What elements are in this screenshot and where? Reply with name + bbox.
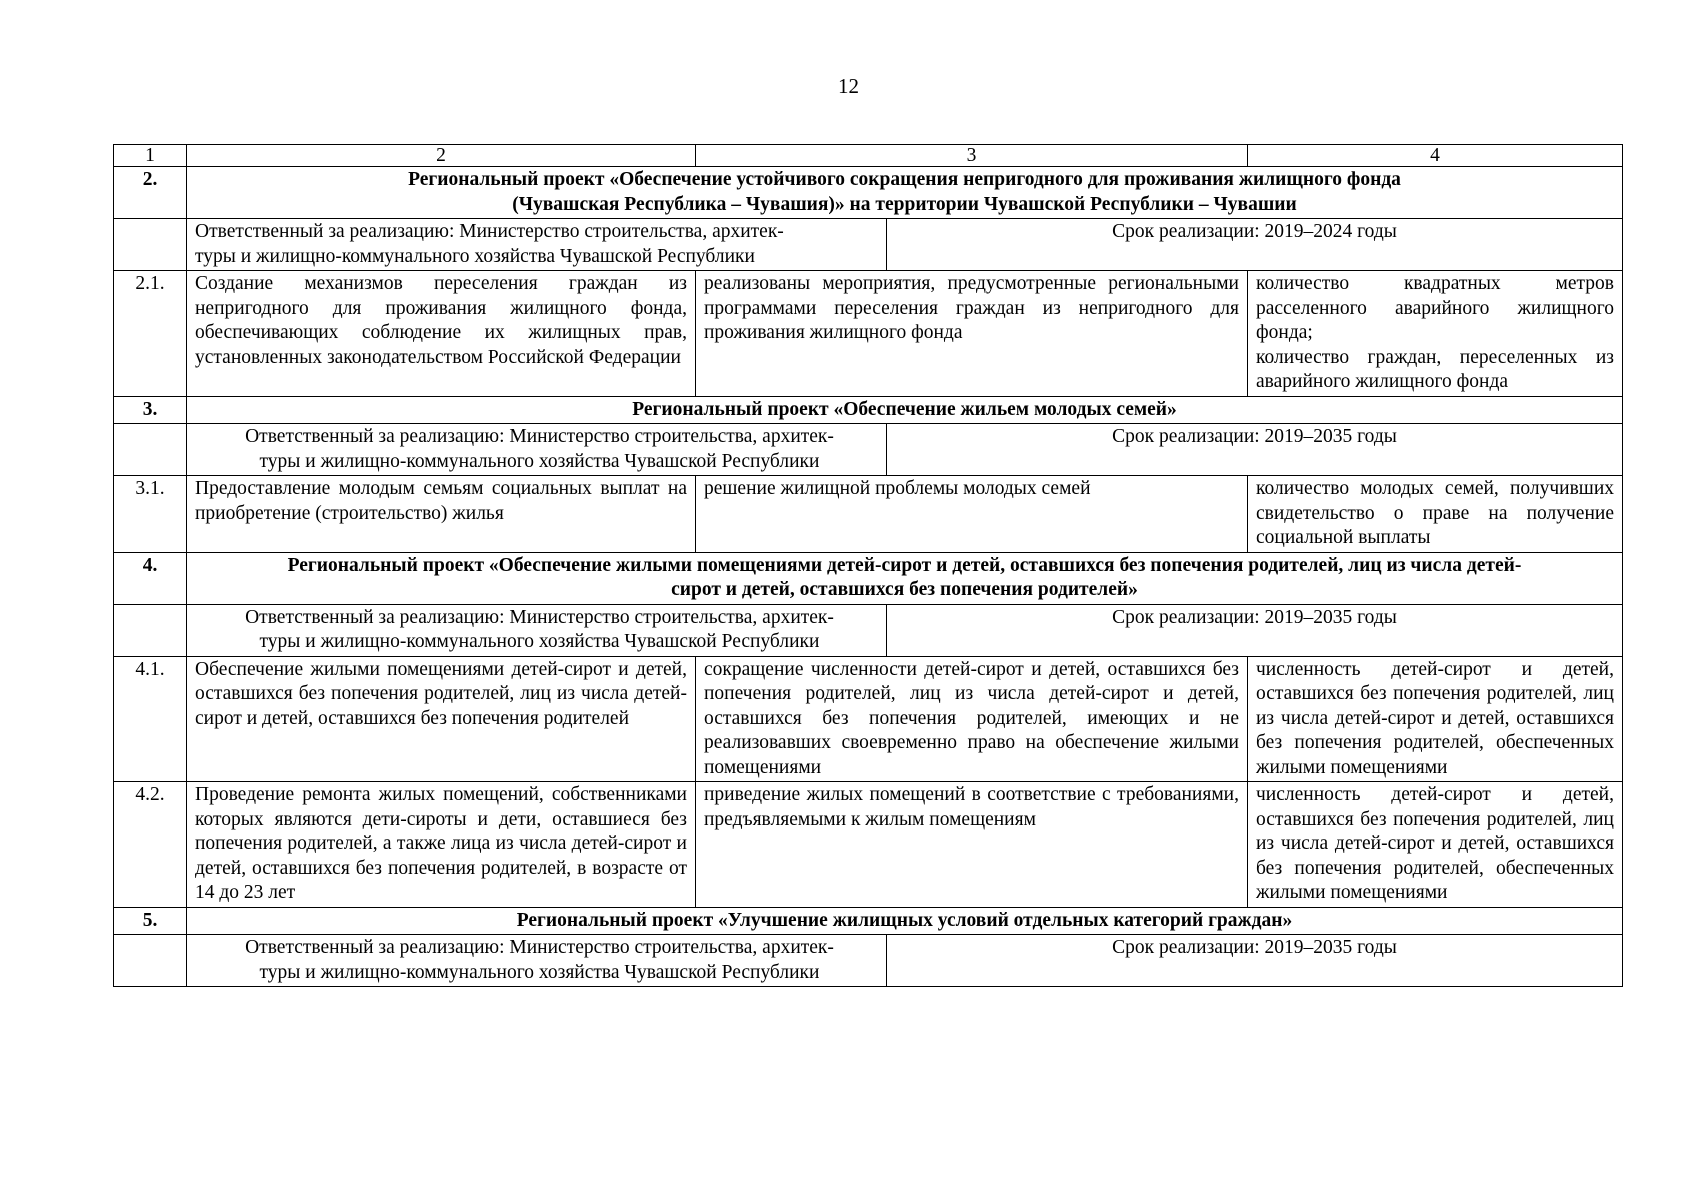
measure-cell: Обеспечение жилыми помещениями детей-сирот и детей, оставшихся без попечения родителей, лиц из числа детей-сирот и детей, оставшихся без попечения родителей [187, 656, 696, 782]
header-col-3: 3 [696, 145, 1248, 167]
section-row [114, 167, 1623, 219]
result-cell: сокращение численности детей-сирот и детей, оставшихся без попечения родителей, лиц из числа детей-сирот и детей, оставшихся без попечения родителей, имеющих и не реализовавших своевременно право на обеспечение жилыми помещениями [696, 656, 1248, 782]
section-row [114, 396, 1623, 424]
implementation-term: Срок реализации: 2019–2024 годы [1112, 221, 1397, 242]
table-row [114, 476, 1623, 553]
section-number: 3. [114, 396, 187, 424]
row-number: 4.1. [114, 656, 187, 782]
responsibility-row [114, 219, 1623, 271]
section-row [114, 907, 1623, 935]
result-cell: приведение жилых помещений в соответствие с требованиями, предъявляемыми к жилым помещениям [696, 782, 1248, 908]
section-title: Региональный проект «Обеспечение жильем молодых семей» [187, 396, 1623, 424]
indicator-cell: численность детей-сирот и детей, оставшихся без попечения родителей, лиц из числа детей-сирот и детей, оставшихся без попечения родителей, обеспеченных жилыми помещениями [1248, 782, 1623, 908]
implementation-term: Срок реализации: 2019–2035 годы [1112, 606, 1397, 628]
section-number: 5. [114, 907, 187, 935]
result-cell: решение жилищной проблемы молодых семей [696, 476, 1248, 553]
responsibility-row [114, 935, 1623, 987]
indicator-cell: количество молодых семей, получивших свидетельство о праве на получение социальной выплаты [1248, 476, 1623, 553]
table-row [114, 271, 1623, 397]
row-number: 4.2. [114, 782, 187, 908]
indicator-cell: численность детей-сирот и детей, оставшихся без попечения родителей, лиц из числа детей-сирот и детей, оставшихся без попечения родителей, обеспеченных жилыми помещениями [1248, 656, 1623, 782]
implementation-term: Срок реализации: 2019–2035 годы [1112, 937, 1397, 958]
section-number: 4. [114, 552, 187, 604]
table-row [114, 656, 1623, 782]
section-title: Региональный проект «Обеспечение устойчивого сокращения непригодного для проживания жилищного фонда (Чувашская Республика – Чувашия)» на территории Чувашской Республики – Чувашии [187, 167, 1623, 219]
table-row [114, 782, 1623, 908]
responsible-executor: Ответственный за реализацию: Министерство строительства, архитек- туры и жилищно-коммунального хозяйства Чувашской Республики [187, 219, 887, 270]
measure-cell: Проведение ремонта жилых помещений, собственниками которых являются дети-сироты и дети, оставшиеся без попечения родителей, а также лица из числа детей-сирот и детей, оставшихся без попечения родителей, в возрасте от 14 до 23 лет [187, 782, 696, 908]
page-number: 12 [838, 74, 859, 98]
header-col-2: 2 [187, 145, 696, 167]
implementation-term: Срок реализации: 2019–2035 годы [1112, 426, 1397, 447]
section-title: Региональный проект «Улучшение жилищных условий отдельных категорий граждан» [187, 907, 1623, 935]
row-number: 2.1. [114, 271, 187, 397]
responsible-executor: Ответственный за реализацию: Министерство строительства, архитек- туры и жилищно-коммунального хозяйства Чувашской Республики [187, 424, 887, 475]
measure-cell: Создание механизмов переселения граждан из непригодного для проживания жилищного фонда, обеспечивающих соблюдение их жилищных прав, установленных законодательством Российской Федерации [187, 271, 696, 397]
result-cell: реализованы мероприятия, предусмотренные региональными программами переселения граждан из непригодного для проживания жилищного фонда [696, 271, 1248, 397]
responsible-executor: Ответственный за реализацию: Министерство строительства, архитек- туры и жилищно-коммунального хозяйства Чувашской Республики [187, 935, 887, 986]
section-row [114, 552, 1623, 604]
header-row [114, 145, 1623, 167]
responsibility-row [114, 424, 1623, 476]
indicator-cell: количество квадратных метров расселенного аварийного жилищного фонда; количество граждан, переселенных из аварийного жилищного фонда [1248, 271, 1623, 397]
program-table [113, 144, 1623, 987]
measure-cell: Предоставление молодым семьям социальных выплат на приобретение (строительство) жилья [187, 476, 696, 553]
section-title: Региональный проект «Обеспечение жилыми помещениями детей-сирот и детей, оставшихся без попечения родителей, лиц из числа детей- сирот и детей, оставшихся без попечения родителей» [187, 552, 1623, 604]
row-number: 3.1. [114, 476, 187, 553]
header-col-1: 1 [114, 145, 187, 167]
responsibility-row [114, 604, 1623, 656]
responsible-executor: Ответственный за реализацию: Министерство строительства, архитек- туры и жилищно-коммунального хозяйства Чувашской Республики [187, 605, 887, 656]
header-col-4: 4 [1248, 145, 1623, 167]
section-number: 2. [114, 167, 187, 219]
